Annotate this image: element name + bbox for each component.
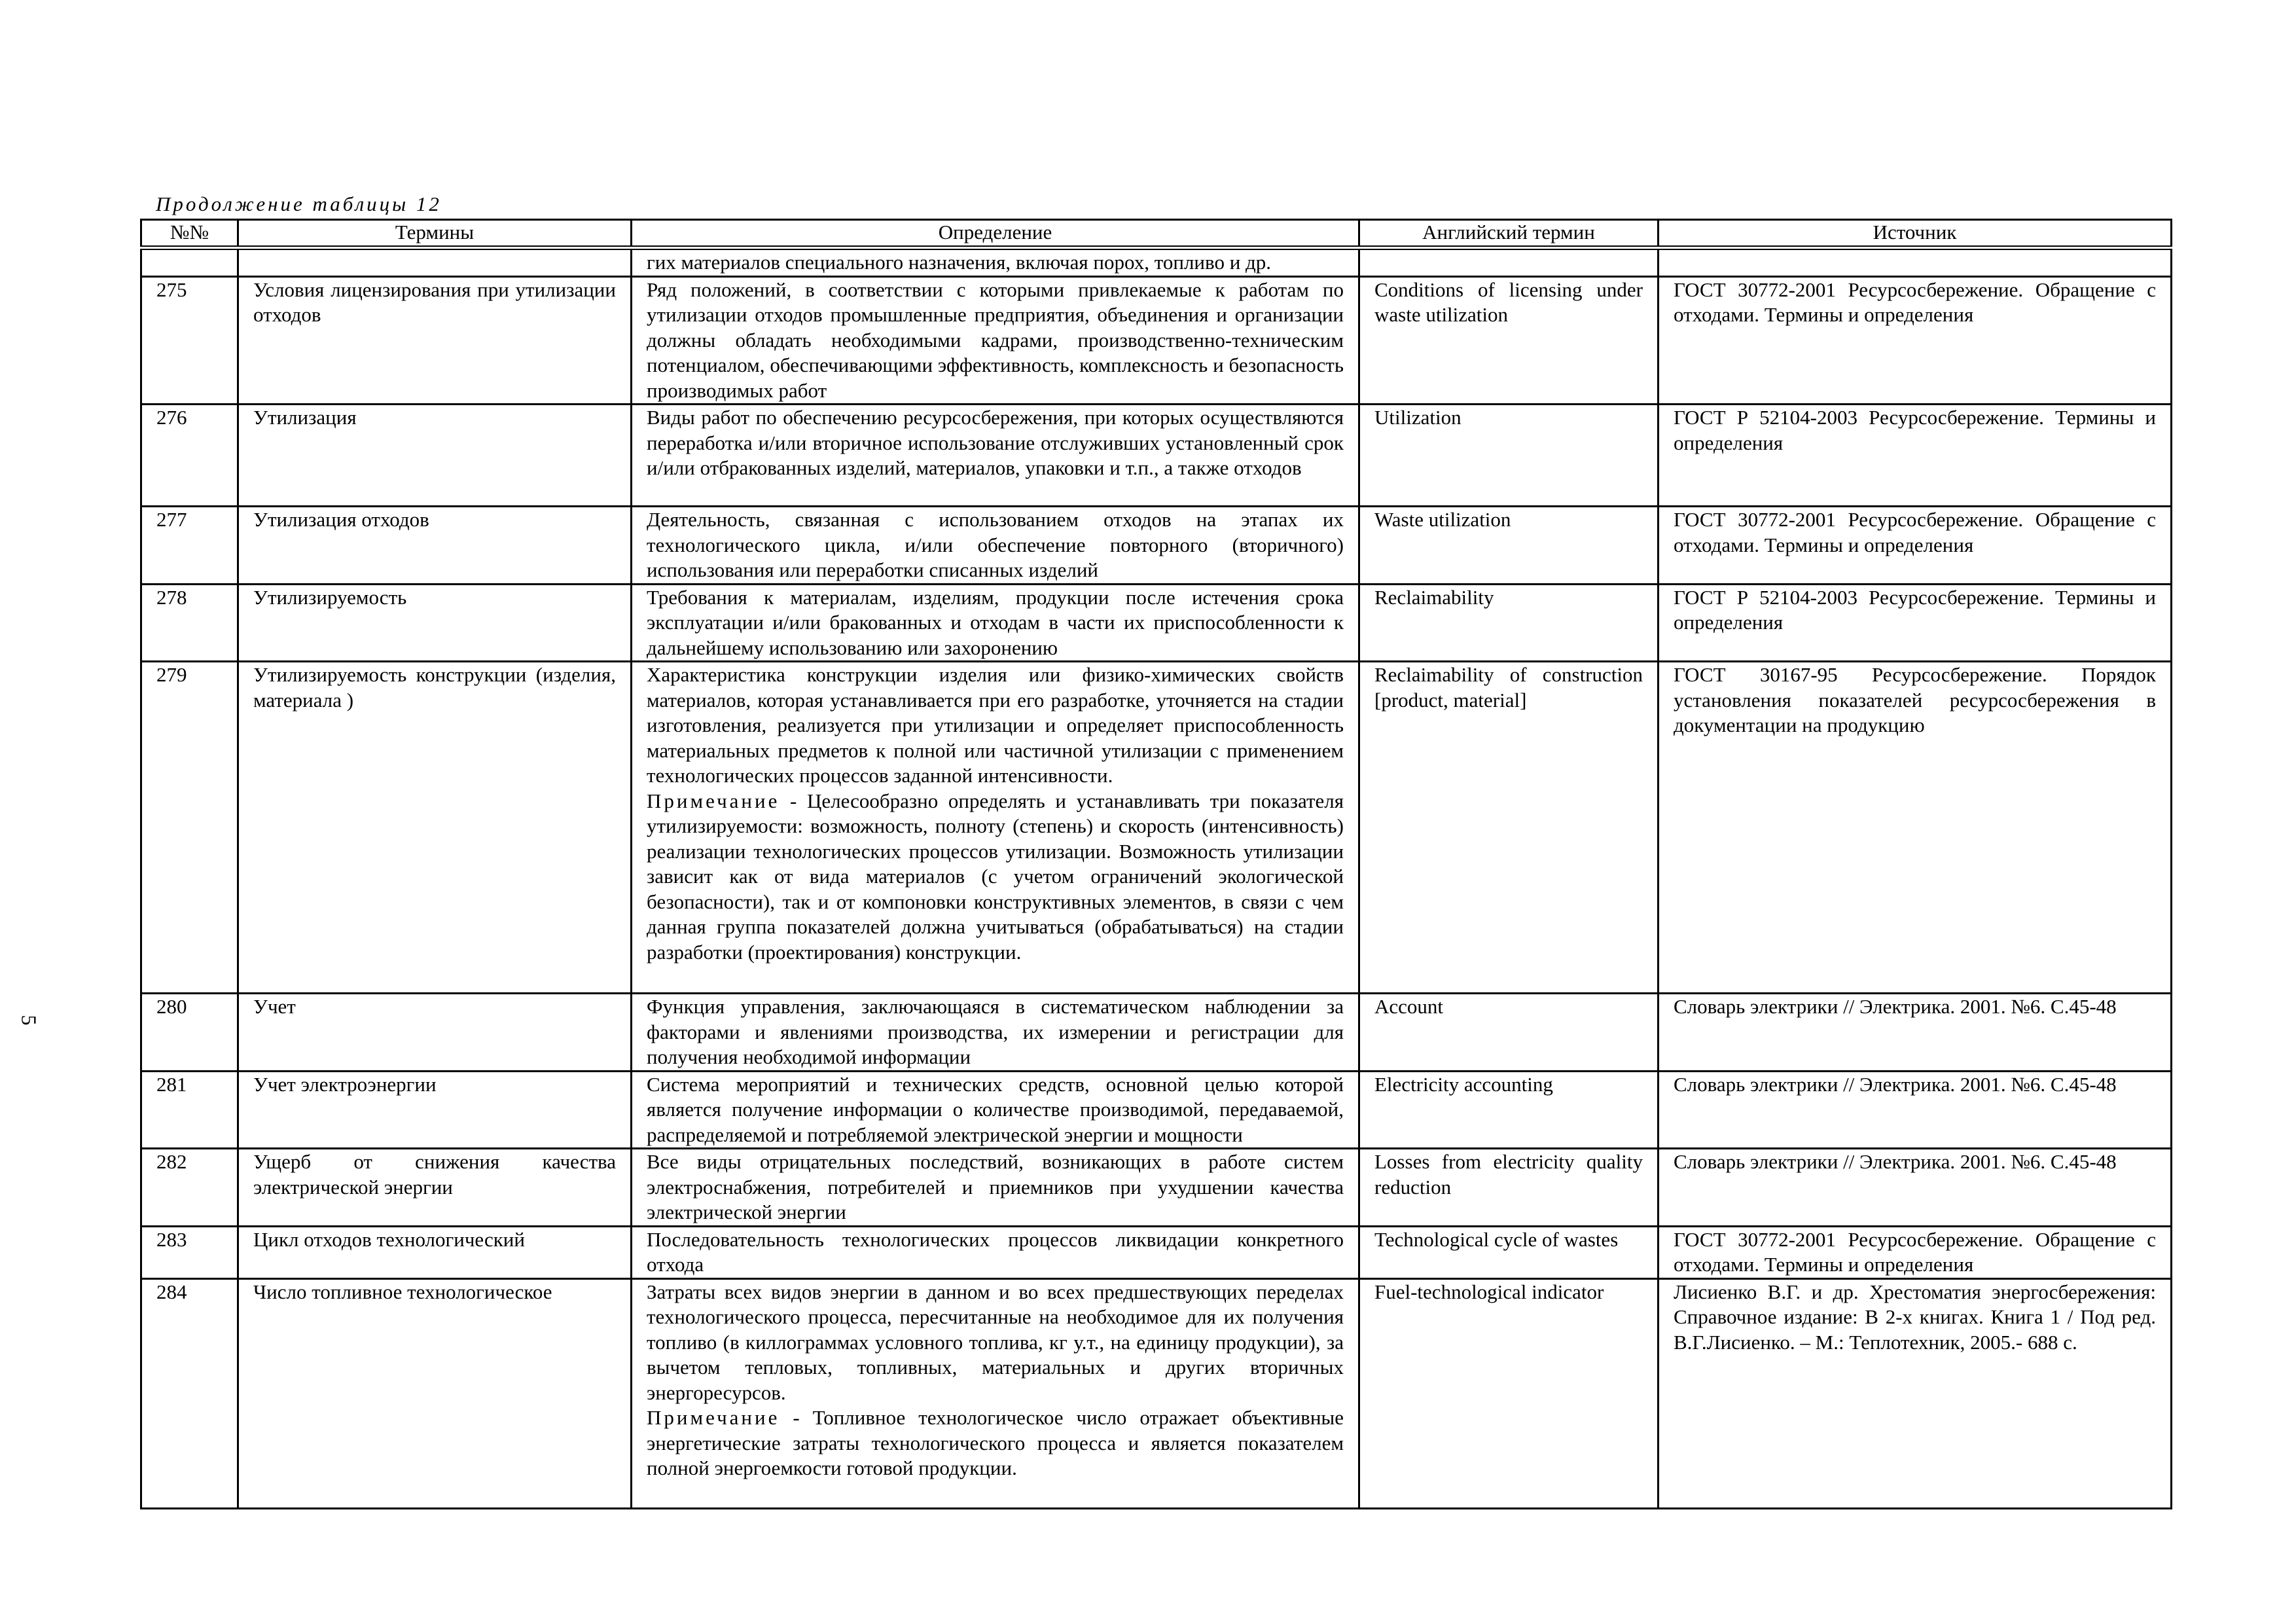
cell-english — [1359, 248, 1659, 277]
definition-text: Последовательность технологических процессов ликвидации конкретного отхода — [647, 1227, 1344, 1276]
cell-num: 284 — [141, 1278, 238, 1508]
cell-num: 276 — [141, 405, 238, 507]
cell-definition — [632, 584, 1359, 662]
cell-source: ГОСТ 30772-2001 Ресурсосбережение. Обращение с отходами. Термины и определения — [1659, 507, 2172, 585]
table-row — [141, 1071, 2172, 1149]
header-english: Английский термин — [1359, 220, 1659, 248]
cell-english: Conditions of licensing under waste utilization — [1359, 276, 1659, 405]
cell-english: Waste utilization — [1359, 507, 1659, 585]
header-row — [141, 220, 2172, 248]
cell-source: Словарь электрики // Электрика. 2001. №6. С.45-48 — [1659, 1071, 2172, 1149]
cell-num: 275 — [141, 276, 238, 405]
cell-num: 278 — [141, 584, 238, 662]
definition-note — [647, 1405, 1344, 1481]
cell-source: ГОСТ Р 52104-2003 Ресурсосбережение. Термины и определения — [1659, 405, 2172, 507]
terms-table — [140, 219, 2172, 1509]
cell-definition — [632, 1278, 1359, 1508]
cell-english: Fuel-technological indicator — [1359, 1278, 1659, 1508]
cell-term: Число топливное технологическое — [238, 1278, 632, 1508]
cell-term: Ущерб от снижения качества электрической энергии — [238, 1149, 632, 1227]
cell-english: Account — [1359, 994, 1659, 1072]
cell-source: ГОСТ Р 52104-2003 Ресурсосбережение. Термины и определения — [1659, 584, 2172, 662]
cell-source: Словарь электрики // Электрика. 2001. №6. С.45-48 — [1659, 1149, 2172, 1227]
definition-text: Характеристика конструкции изделия или физико-химических свойств материалов, которая устанавливается при его разработке, уточняется на стадии изготовления, реализуется при утилизации и определяет приспособленность материальных предметов к полной или частичной утилизации с применением технологических процессов заданной интенсивности. — [647, 663, 1344, 787]
table-caption: Продолжение таблицы 12 — [156, 192, 442, 215]
cell-english: Reclaimability of construction [product, material] — [1359, 662, 1659, 994]
cell-definition — [632, 405, 1359, 507]
definition-note — [647, 789, 1344, 965]
cell-definition — [632, 662, 1359, 994]
cell-definition — [632, 1226, 1359, 1278]
cell-english: Reclaimability — [1359, 584, 1659, 662]
cell-num: 280 — [141, 994, 238, 1072]
note-label: Примечание — [647, 1406, 780, 1429]
table-row — [141, 1278, 2172, 1508]
cell-definition — [632, 276, 1359, 405]
definition-text: Затраты всех видов энергии в данном и во всех предшествующих переделах технологического процесса, пересчитанные на необходимое для их получения топливо (в киллограммах условного топлива, кг у.т., на единицу продукции), за вычетом тепловых, топливных, материальных и других вторичных энергоресурсов. — [647, 1280, 1344, 1404]
header-term: Термины — [238, 220, 632, 248]
cell-term: Условия лицензирования при утилизации отходов — [238, 276, 632, 405]
page-number: 5 — [17, 1015, 41, 1026]
cell-term: Утилизируемость — [238, 584, 632, 662]
cell-term: Утилизируемость конструкции (изделия, материала ) — [238, 662, 632, 994]
cell-source: ГОСТ 30772-2001 Ресурсосбережение. Обращение с отходами. Термины и определения — [1659, 1226, 2172, 1278]
cell-english: Technological cycle of wastes — [1359, 1226, 1659, 1278]
table-row — [141, 994, 2172, 1072]
cell-definition — [632, 994, 1359, 1072]
cell-num: 281 — [141, 1071, 238, 1149]
cell-english: Electricity accounting — [1359, 1071, 1659, 1149]
table-row — [141, 405, 2172, 507]
table-row — [141, 662, 2172, 994]
definition-text: Функция управления, заключающаяся в систематическом наблюдении за факторами и явлениями производства, их измерении и регистрации для получения необходимой информации — [647, 995, 1344, 1068]
cell-source: ГОСТ 30772-2001 Ресурсосбережение. Обращение с отходами. Термины и определения — [1659, 276, 2172, 405]
cell-definition: гих материалов специального назначения, включая порох, топливо и др. — [632, 248, 1359, 277]
note-text: - Целесообразно определять и устанавливать три показателя утилизируемости: возможность, полноту (степень) и скорость (интенсивность) реализации технологических процессов утилизации. Возможность утилизации зависит как от вида материалов (с учетом ограничений экологической безопасности), так и от компоновки конструктивных элементов, в связи с чем данная группа показателей должна учитываться (обрабатываться) на стадии разработки (проектирования) конструкции. — [647, 789, 1344, 964]
cell-num: 277 — [141, 507, 238, 585]
cell-source: Словарь электрики // Электрика. 2001. №6. С.45-48 — [1659, 994, 2172, 1072]
table-row — [141, 276, 2172, 405]
cell-english: Utilization — [1359, 405, 1659, 507]
cell-source: ГОСТ 30167-95 Ресурсосбережение. Порядок установления показателей ресурсосбережения в документации на продукцию — [1659, 662, 2172, 994]
header-num: №№ — [141, 220, 238, 248]
cell-term: Учет электроэнергии — [238, 1071, 632, 1149]
definition-text: Виды работ по обеспечению ресурсосбережения, при которых осуществляются переработка и/или вторичное использование отслуживших установленный срок и/или отбракованных изделий, материалов, упаковки и т.п., а также отходов — [647, 406, 1344, 479]
note-label: Примечание — [647, 789, 780, 812]
definition-text: Все виды отрицательных последствий, возникающих в работе систем электроснабжения, потребителей и приемников при ухудшении качества электрической энергии — [647, 1150, 1344, 1223]
cell-english: Losses from electricity quality reduction — [1359, 1149, 1659, 1227]
cell-definition — [632, 1149, 1359, 1227]
definition-text: Ряд положений, в соответствии с которыми привлекаемые к работам по утилизации отходов промышленные предприятия, объединения и организации должны обладать необходимыми кадрами, производственно-техническим потенциалом, обеспечивающими эффективность, комплексность и безопасность производимых работ — [647, 278, 1344, 402]
cell-source: Лисиенко В.Г. и др. Хрестоматия энергосбережения: Справочное издание: В 2-х книгах. Книга 1 / Под ред. В.Г.Лисиенко. – М.: Теплотехник, 2005.- 688 с. — [1659, 1278, 2172, 1508]
table-row — [141, 584, 2172, 662]
cell-definition — [632, 1071, 1359, 1149]
cell-definition — [632, 507, 1359, 585]
cell-term: Цикл отходов технологический — [238, 1226, 632, 1278]
definition-text: Система мероприятий и технических средств, основной целью которой является получение информации о количестве производимой, передаваемой, распределяемой и потребляемой электрической энергии и мощности — [647, 1072, 1344, 1146]
cell-num — [141, 248, 238, 277]
cell-term: Учет — [238, 994, 632, 1072]
header-definition: Определение — [632, 220, 1359, 248]
cell-term: Утилизация отходов — [238, 507, 632, 585]
definition-text: Требования к материалам, изделиям, продукции после истечения срока эксплуатации и/или бракованных и отходам в части их приспособленности к дальнейшему использованию или захоронению — [647, 585, 1344, 659]
cell-num: 279 — [141, 662, 238, 994]
table-row — [141, 507, 2172, 585]
header-source: Источник — [1659, 220, 2172, 248]
table-body — [141, 248, 2172, 1509]
cell-num: 283 — [141, 1226, 238, 1278]
continued-row — [141, 248, 2172, 277]
cell-term — [238, 248, 632, 277]
cell-term: Утилизация — [238, 405, 632, 507]
definition-text: Деятельность, связанная с использованием отходов на этапах их технологического цикла, и/или обеспечение повторного (вторичного) использования или переработки списанных изделий — [647, 508, 1344, 581]
table-row — [141, 1149, 2172, 1227]
table-row — [141, 1226, 2172, 1278]
note-text: - Топливное технологическое число отражает объективные энергетические затраты технологического процесса и является показателем полной энергоемкости готовой продукции. — [647, 1406, 1344, 1479]
cell-num: 282 — [141, 1149, 238, 1227]
cell-source — [1659, 248, 2172, 277]
